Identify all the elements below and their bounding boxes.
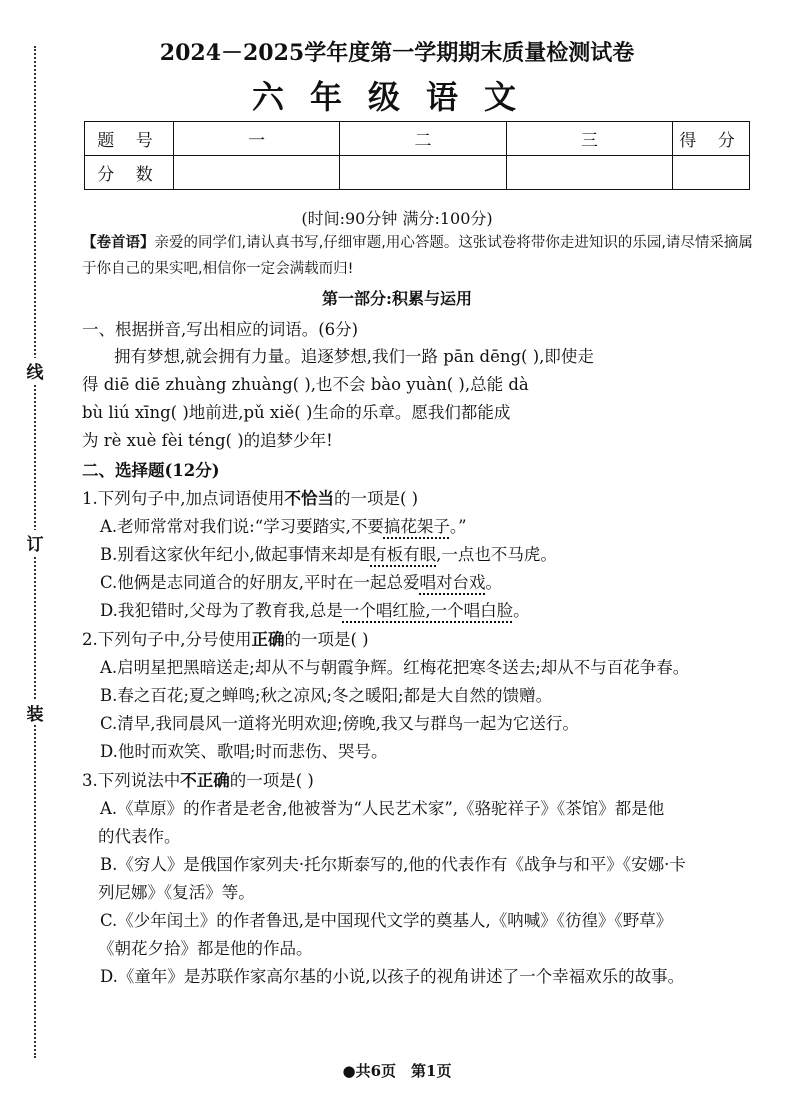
q1-option-d [100, 597, 530, 621]
score-table-header-row [85, 122, 750, 156]
q1-c-pre: C.他俩是志同道合的好朋友,平时在一起总爱 [100, 573, 420, 592]
q3-option-b-line1: B.《穷人》是俄国作家列夫·托尔斯泰写的,他的代表作有《战争与和平》《安娜·卡 [100, 855, 686, 874]
q3-option-d: D.《童年》是苏联作家高尔基的小说,以孩子的视角讲述了一个幸福欢乐的故事。 [100, 967, 685, 986]
score-cell-1[interactable] [174, 156, 340, 190]
section2-title: 二、选择题(12分) [82, 461, 220, 480]
score-row-label: 分 数 [85, 156, 174, 190]
q3-option-c-line2: 《朝花夕拾》都是他的作品。 [98, 939, 313, 958]
q3-stem-pre: 3.下列说法中 [82, 771, 181, 790]
q3-stem-bold: 不正确 [180, 771, 230, 790]
q1-a-post: 。” [449, 517, 467, 536]
q2-stem-pre: 2.下列句子中,分号使用 [82, 630, 252, 649]
page-footer: ●共6页 第1页 [342, 1062, 452, 1080]
q1-option-b [100, 541, 557, 565]
q2-option-a: A.启明星把黑暗送走;却从不与朝霞争辉。红梅花把寒冬送去;却从不与百花争春。 [100, 658, 690, 677]
section1-line-2: 得 diē diē zhuàng zhuàng( ),也不会 bào yuàn( ),总能 dà [82, 375, 529, 394]
binding-char-xian: 线 [24, 358, 46, 383]
section1-line-4: 为 rè xuè fèi téng( )的追梦少年! [82, 431, 333, 450]
subject-title: 六年级语文 [251, 78, 542, 116]
q1-option-a [100, 513, 467, 537]
q3-stem [82, 767, 314, 791]
q1-c-post: 。 [485, 573, 503, 592]
exam-title: 2024－2025学年度第一学期期末质量检测试卷 [159, 40, 635, 66]
section1-line-3: bù liú xīng( )地前进,pǔ xiě( )生命的乐章。愿我们都能成 [82, 403, 511, 422]
score-table-score-row [85, 156, 750, 190]
score-cell-total[interactable] [673, 156, 750, 190]
q3-option-b-line2: 列尼娜》《复活》等。 [98, 883, 255, 902]
binding-char-ding: 订 [24, 530, 46, 555]
q1-stem-pre: 1.下列句子中,加点词语使用 [82, 489, 285, 508]
score-cell-2[interactable] [340, 156, 506, 190]
q3-stem-post: 的一项是( ) [229, 771, 314, 790]
score-header-1: 一 [174, 122, 340, 156]
time-info: (时间:90分钟 满分:100分) [301, 209, 493, 228]
q2-stem-post: 的一项是( ) [284, 630, 369, 649]
score-table [84, 121, 750, 190]
score-header-2: 二 [340, 122, 506, 156]
q1-c-dotted: 唱对台戏 [419, 573, 486, 592]
q2-stem-bold: 正确 [251, 630, 285, 649]
q2-option-b: B.春之百花;夏之蝉鸣;秋之凉风;冬之暖阳;都是大自然的馈赠。 [100, 686, 553, 705]
score-header-label: 题 号 [85, 122, 174, 156]
q1-stem [82, 485, 418, 509]
part1-title: 第一部分:积累与运用 [322, 289, 472, 308]
preface-label: 【卷首语】 [82, 235, 155, 251]
q2-option-c: C.清早,我同晨风一道将光明欢迎;傍晚,我又与群鸟一起为它送行。 [100, 714, 579, 733]
score-cell-3[interactable] [506, 156, 672, 190]
q1-d-post: 。 [513, 601, 530, 620]
q3-option-c-line1: C.《少年闰土》的作者鲁迅,是中国现代文学的奠基人,《呐喊》《彷徨》《野草》 [100, 911, 673, 930]
q3-option-a-line2: 的代表作。 [98, 827, 181, 846]
q1-stem-post: 的一项是( ) [334, 489, 419, 508]
score-header-3: 三 [506, 122, 672, 156]
q1-a-dotted: 搞花架子 [383, 517, 450, 536]
q1-b-dotted: 有板有眼 [370, 545, 437, 564]
preface-text: 亲爱的同学们,请认真书写,仔细审题,用心答题。这张试卷将带你走进知识的乐园,请尽情采摘属于你自己的果实吧,相信你一定会满载而归! [82, 235, 753, 277]
q2-stem [82, 626, 369, 650]
binding-char-zhuang: 装 [24, 700, 46, 725]
q1-a-pre: A.老师常常对我们说:“学习要踏实,不要 [100, 517, 384, 536]
q3-option-a-line1: A.《草原》的作者是老舍,他被誉为“人民艺术家”,《骆驼祥子》《茶馆》都是他 [100, 799, 665, 818]
q1-stem-bold: 不恰当 [284, 489, 334, 508]
q1-d-dotted: 一个唱红脸,一个唱白脸 [342, 601, 514, 620]
score-header-total: 得 分 [673, 122, 750, 156]
q1-b-post: ,一点也不马虎。 [436, 545, 557, 564]
section1-title: 一、根据拼音,写出相应的词语。(6分) [82, 320, 359, 339]
preface [82, 230, 762, 282]
q2-option-d: D.他时而欢笑、歌唱;时而悲伤、哭号。 [100, 742, 388, 761]
q1-b-pre: B.别看这家伙年纪小,做起事情来却是 [100, 545, 371, 564]
section1-line-1: 拥有梦想,就会拥有力量。追逐梦想,我们一路 pān dēng( ),即使走 [114, 347, 594, 366]
q1-d-pre: D.我犯错时,父母为了教育我,总是 [100, 601, 343, 620]
q1-option-c [100, 569, 502, 593]
